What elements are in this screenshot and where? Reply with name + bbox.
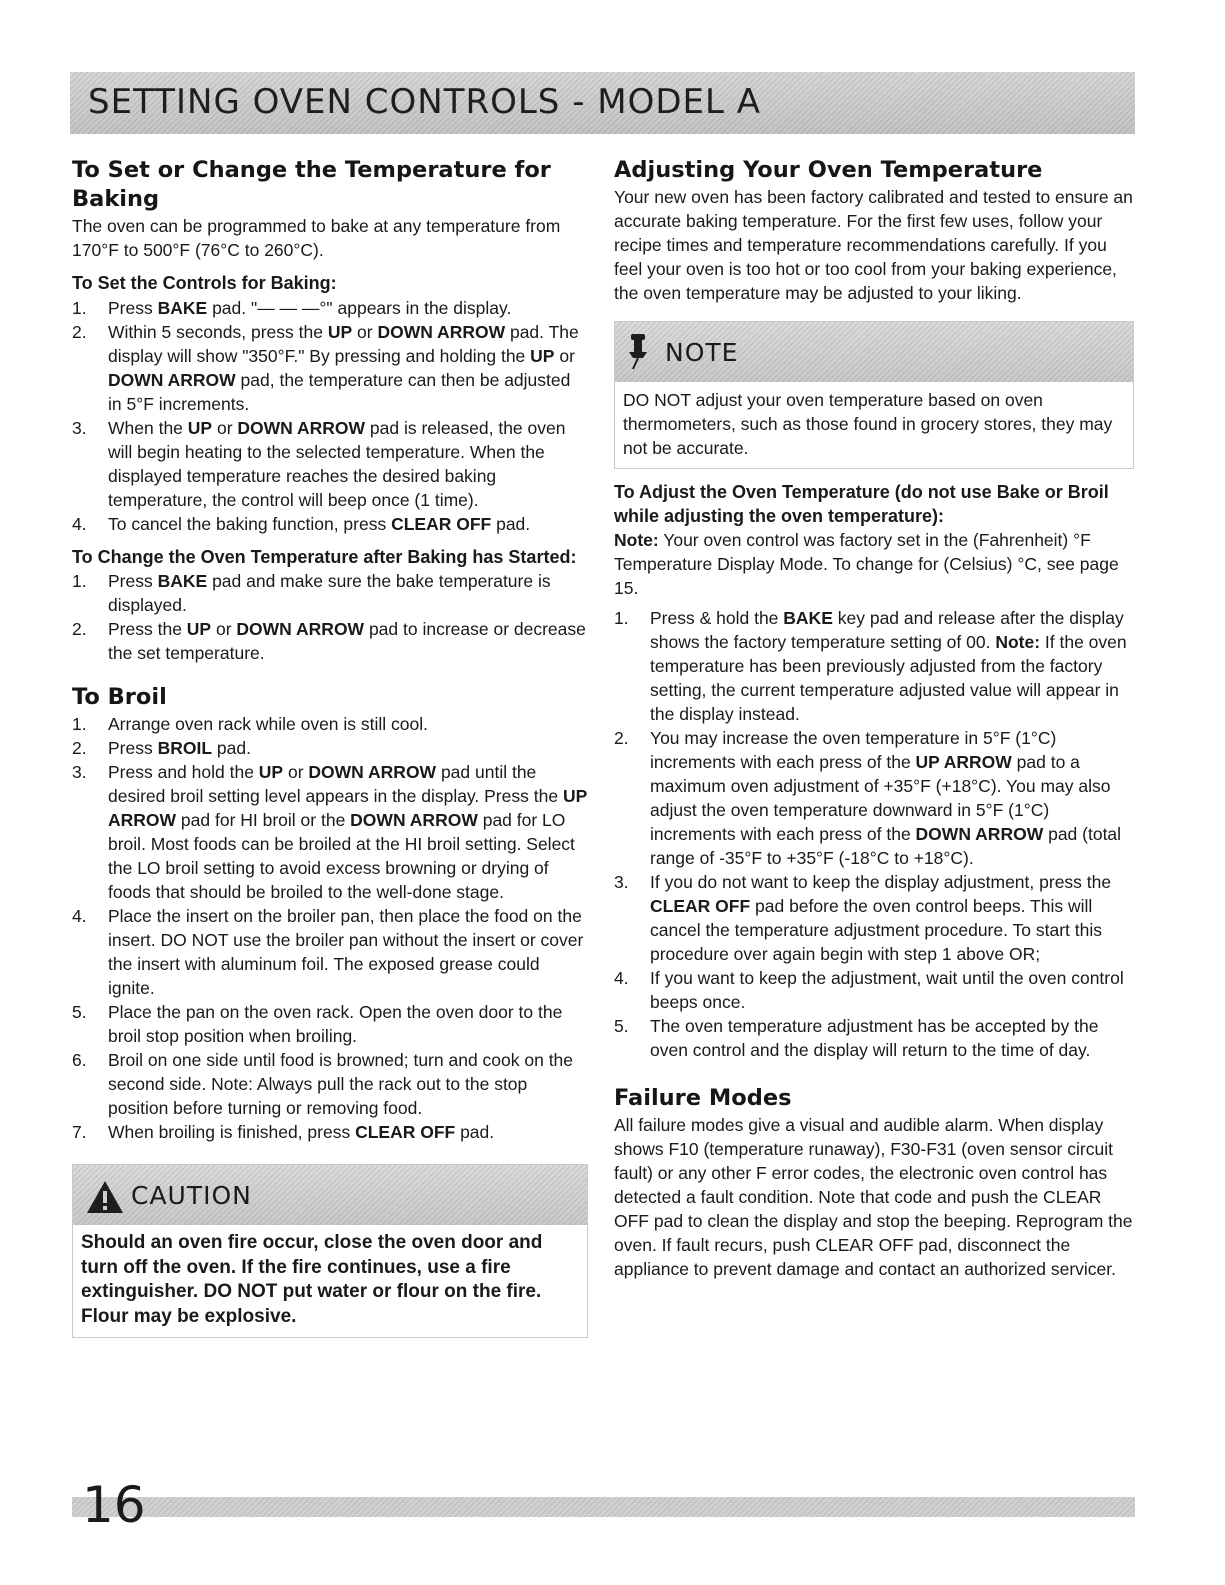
caution-box (72, 1164, 588, 1338)
display-mode-note: Note: Your oven control was factory set in the (Fahrenheit) °F Temperature Display Mode. To change for (Celsius) °C, see page 15. (614, 530, 1119, 598)
bake-intro: The oven can be programmed to bake at any temperature from 170°F to 500°F (76°C to 260°C). (72, 216, 561, 260)
section-banner (70, 72, 1135, 134)
step-number: 4. (72, 906, 87, 926)
step-text: Press the UP or DOWN ARROW pad to increase or decrease the set temperature. (108, 619, 586, 663)
adjust-temp-steps (614, 606, 1134, 1062)
step-text: Within 5 seconds, press the UP or DOWN ARROW pad. The display will show "350°F." By pressing and holding the UP or DOWN ARROW pad, the temperature can then be adjusted in 5°F increments. (108, 321, 579, 414)
list-item (614, 726, 1134, 870)
broil-heading: To Broil (72, 684, 167, 710)
step-text: To cancel the baking function, press CLEAR OFF pad. (108, 513, 531, 534)
list-item (72, 736, 588, 760)
step-number: 6. (72, 1050, 87, 1070)
list-item (614, 1014, 1134, 1062)
set-baking-steps (72, 296, 588, 536)
step-number: 5. (72, 1002, 87, 1022)
adjust-temp-subheading: To Adjust the Oven Temperature (do not use Bake or Broil while adjusting the oven temperature): (614, 482, 1109, 526)
note-text: DO NOT adjust your oven temperature based on oven thermometers, such as those found in grocery stores, they may not be accurate. (623, 390, 1113, 458)
list-item (72, 1048, 588, 1120)
step-text: Press & hold the BAKE key pad and release after the display shows the factory temperature setting of 00. Note: If the oven temperature has been previously adjusted from the factory setting, the current temperature adjusted value will appear in the display instead. (650, 608, 1127, 724)
step-number: 3. (72, 417, 87, 438)
step-text: When the UP or DOWN ARROW pad is released, the oven will begin heating to the selected temperature. When the displayed temperature reaches the desired baking temperature, the control will beep once (1 time). (108, 417, 566, 510)
left-column (72, 156, 588, 1338)
step-text: Press BROIL pad. (108, 738, 251, 758)
step-number: 2. (72, 321, 87, 342)
right-column (614, 156, 1134, 1281)
list-item (72, 760, 588, 904)
list-item (72, 296, 588, 320)
list-item (72, 416, 588, 512)
step-number: 7. (72, 1122, 87, 1142)
caution-text: Should an oven fire occur, close the oven door and turn off the oven. If the fire continues, use a fire extinguisher. DO NOT put water or flour on the fire. Flour may be explosive. (81, 1232, 543, 1327)
step-text: You may increase the oven temperature in 5°F (1°C) increments with each press of the UP ARROW pad to a maximum oven adjustment of +35°F (+18°C). You may also adjust the oven temperature downward in 5°F (1°C) increments with each press of the DOWN ARROW pad (total range of -35°F to +35°F (-18°C to +18°C). (650, 728, 1122, 868)
change-temp-subheading: To Change the Oven Temperature after Baking has Started: (72, 546, 577, 567)
step-number: 3. (614, 872, 629, 892)
step-text: Press and hold the UP or DOWN ARROW pad until the desired broil setting level appears in the display. Press the UP ARROW pad for HI broil or the DOWN ARROW pad for LO broil. Most foods can be broiled at the HI broil setting. Select the LO broil setting to avoid excess browning or drying of foods that should be broiled to the well-done stage. (108, 762, 587, 902)
set-controls-subheading: To Set the Controls for Baking: (72, 273, 337, 293)
step-number: 3. (72, 762, 87, 782)
caution-label: CAUTION (131, 1181, 252, 1210)
list-item (72, 320, 588, 416)
step-number: 2. (72, 619, 87, 639)
list-item (72, 1120, 588, 1144)
step-text: Press BAKE pad and make sure the bake temperature is displayed. (108, 571, 551, 615)
step-number: 1. (72, 297, 87, 318)
step-number: 1. (72, 571, 87, 591)
footer-bar (72, 1497, 1135, 1517)
bake-heading: To Set or Change the Temperature for Baking (72, 157, 551, 212)
step-number: 4. (72, 513, 87, 534)
step-text: Place the pan on the oven rack. Open the oven door to the broil stop position when broiling. (108, 1002, 563, 1046)
step-text: When broiling is finished, press CLEAR OFF pad. (108, 1122, 495, 1142)
broil-steps (72, 712, 588, 1144)
warning-triangle-icon (85, 1179, 125, 1215)
note-header (615, 322, 1133, 382)
adjust-heading: Adjusting Your Oven Temperature (614, 157, 1043, 183)
list-item (72, 569, 588, 617)
note-label: NOTE (665, 338, 739, 367)
step-text: Arrange oven rack while oven is still cool. (108, 714, 429, 734)
list-item (614, 870, 1134, 966)
step-text: If you do not want to keep the display adjustment, press the CLEAR OFF pad before the oven control beeps. This will cancel the temperature adjustment procedure. To start this procedure over again begin with step 1 above OR; (650, 872, 1112, 964)
page-title: SETTING OVEN CONTROLS - MODEL A (88, 82, 762, 122)
step-number: 1. (72, 714, 87, 734)
step-number: 2. (72, 738, 87, 758)
list-item (72, 904, 588, 1000)
failure-modes-text: All failure modes give a visual and audible alarm. When display shows F10 (temperature runaway), F30-F31 (oven sensor circuit fault) or any other F error codes, the electronic oven control has detected a fault condition. Note that code and push the CLEAR OFF pad to clean the display and stop the beeping. Reprogram the oven. If fault recurs, push CLEAR OFF pad, disconnect the appliance to prevent damage and contact an authorized servicer. (614, 1115, 1133, 1279)
adjust-intro: Your new oven has been factory calibrated and tested to ensure an accurate baking temperature. For the first few uses, follow your recipe times and temperature recommendations carefully. If you feel your oven is too hot or too cool from your baking experience, the oven temperature may be adjusted to your liking. (614, 187, 1133, 303)
change-temp-steps (72, 569, 588, 665)
list-item (614, 966, 1134, 1014)
step-number: 1. (614, 608, 629, 628)
step-text: Broil on one side until food is browned; turn and cook on the second side. Note: Always pull the rack out to the stop position before turning or removing food. (108, 1050, 574, 1118)
step-text: The oven temperature adjustment has be accepted by the oven control and the display will return to the time of day. (650, 1016, 1099, 1060)
step-number: 5. (614, 1016, 629, 1036)
pushpin-icon (625, 332, 653, 370)
list-item (614, 606, 1134, 726)
list-item (72, 617, 588, 665)
page-number: 16 (82, 1476, 146, 1534)
note-box (614, 321, 1134, 469)
step-text: Press BAKE pad. "— — —°" appears in the display. (108, 297, 512, 318)
failure-modes-heading: Failure Modes (614, 1085, 792, 1111)
step-number: 2. (614, 728, 629, 748)
list-item (72, 712, 588, 736)
caution-header (73, 1165, 587, 1225)
step-text: If you want to keep the adjustment, wait until the oven control beeps once. (650, 968, 1124, 1012)
list-item (72, 1000, 588, 1048)
step-text: Place the insert on the broiler pan, then place the food on the insert. DO NOT use the broiler pan without the insert or cover the insert with aluminum foil. The exposed grease could ignite. (108, 906, 584, 998)
list-item (72, 512, 588, 536)
step-number: 4. (614, 968, 629, 988)
